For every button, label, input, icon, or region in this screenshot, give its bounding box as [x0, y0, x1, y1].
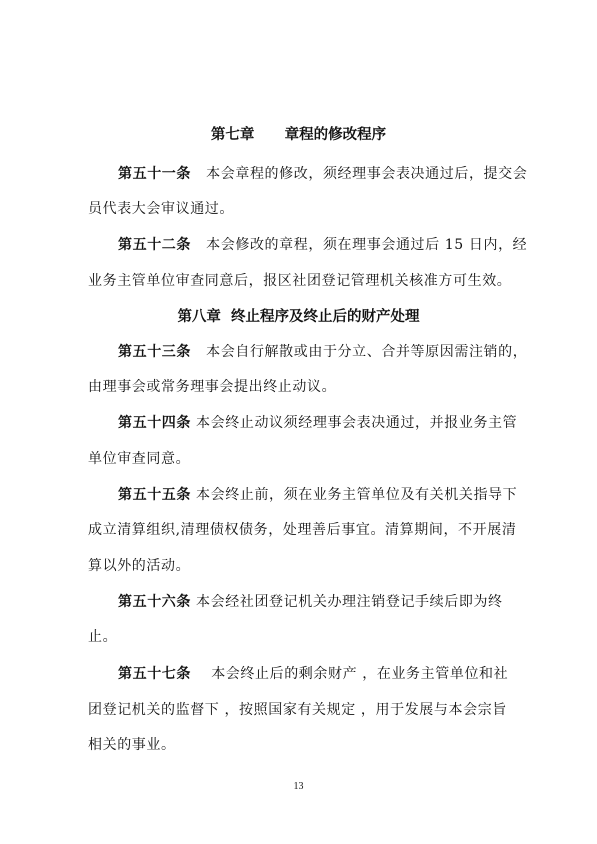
- article-text: 本会修改的章程，须在理事会通过后 15 日内，经: [191, 237, 528, 253]
- article-line: 业务主管单位审查同意后，报区社团登记管理机关核准方可生效。: [88, 273, 512, 289]
- article-line: 团登记机关的监督下 ，按照国家有关规定 ，用于发展与本会宗旨: [88, 702, 507, 718]
- article-text: 本会终止后的剩余财产 ，在业务主管单位和社: [191, 666, 509, 682]
- page-number: 13: [293, 781, 304, 792]
- article-first-line: [118, 664, 508, 684]
- article-first-line: [118, 164, 527, 184]
- article-first-line: [118, 592, 503, 612]
- article-first-line: [118, 485, 517, 505]
- article-number: 第五十二条: [118, 237, 191, 253]
- article-number: 第五十五条: [118, 487, 191, 503]
- article-text: 本会章程的修改，须经理事会表决通过后，提交会: [191, 166, 528, 182]
- article-number: 第五十三条: [118, 344, 191, 360]
- article-first-line: [118, 342, 527, 362]
- chapter-heading: 第七章 章程的修改程序: [210, 127, 387, 143]
- article-number: 第五十一条: [118, 166, 191, 182]
- article-text: 本会经社团登记机关办理注销登记手续后即为终: [191, 594, 503, 610]
- article-text: 本会终止前，须在业务主管单位及有关机关指导下: [191, 487, 518, 503]
- article-line: 算以外的活动。: [88, 558, 191, 574]
- article-text: 本会自行解散或由于分立、合并等原因需注销的，: [191, 344, 528, 360]
- article-number: 第五十七条: [118, 666, 191, 682]
- article-number: 第五十六条: [118, 594, 191, 610]
- article-line: 成立清算组织,清理债权债务，处理善后事宜。清算期间，不开展清: [88, 522, 517, 538]
- article-line: 止。: [88, 629, 118, 645]
- article-line: 员代表大会审议通过。: [88, 201, 234, 217]
- article-first-line: [118, 413, 517, 433]
- article-line: 单位审查同意。: [88, 451, 191, 467]
- article-text: 本会终止动议须经理事会表决通过，并报业务主管: [191, 415, 518, 431]
- article-line: 由理事会或常务理事会提出终止动议。: [88, 379, 337, 395]
- article-line: 相关的事业。: [88, 737, 176, 753]
- chapter-heading: 第八章 终止程序及终止后的财产处理: [177, 309, 420, 325]
- article-number: 第五十四条: [118, 415, 191, 431]
- article-first-line: [118, 235, 527, 255]
